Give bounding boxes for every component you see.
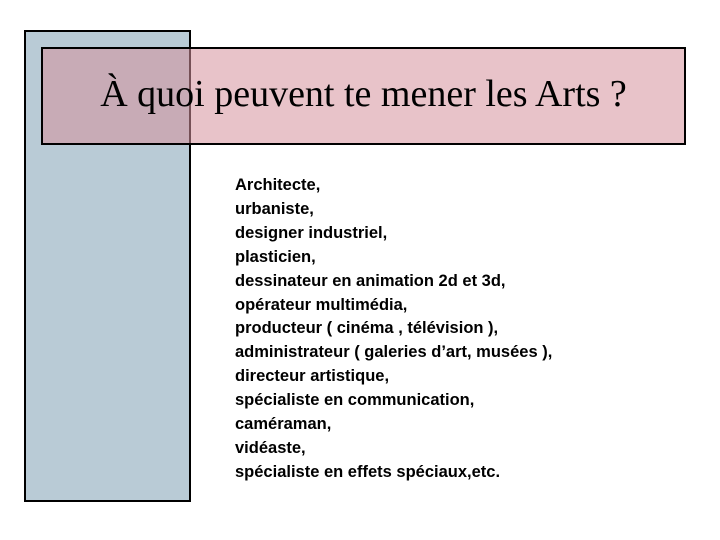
list-item: spécialiste en effets spéciaux,etc. (235, 462, 501, 481)
career-list (235, 174, 552, 485)
list-item: directeur artistique, (235, 367, 390, 386)
list-item: vidéaste, (235, 438, 306, 457)
list-item: caméraman, (235, 415, 332, 434)
list-item: spécialiste en communication, (235, 391, 475, 410)
list-item: urbaniste, (235, 199, 314, 218)
list-item: opérateur multimédia, (235, 295, 408, 314)
slide-title: À quoi peuvent te mener les Arts ? (100, 73, 627, 115)
list-item: administrateur ( galeries d’art, musées ), (235, 343, 553, 362)
list-item: plasticien, (235, 247, 316, 266)
list-item: designer industriel, (235, 223, 388, 242)
list-item: Architecte, (235, 176, 321, 194)
list-item: dessinateur en animation 2d et 3d, (235, 271, 506, 290)
list-item: producteur ( cinéma , télévision ), (235, 319, 499, 338)
title-banner (41, 47, 686, 145)
